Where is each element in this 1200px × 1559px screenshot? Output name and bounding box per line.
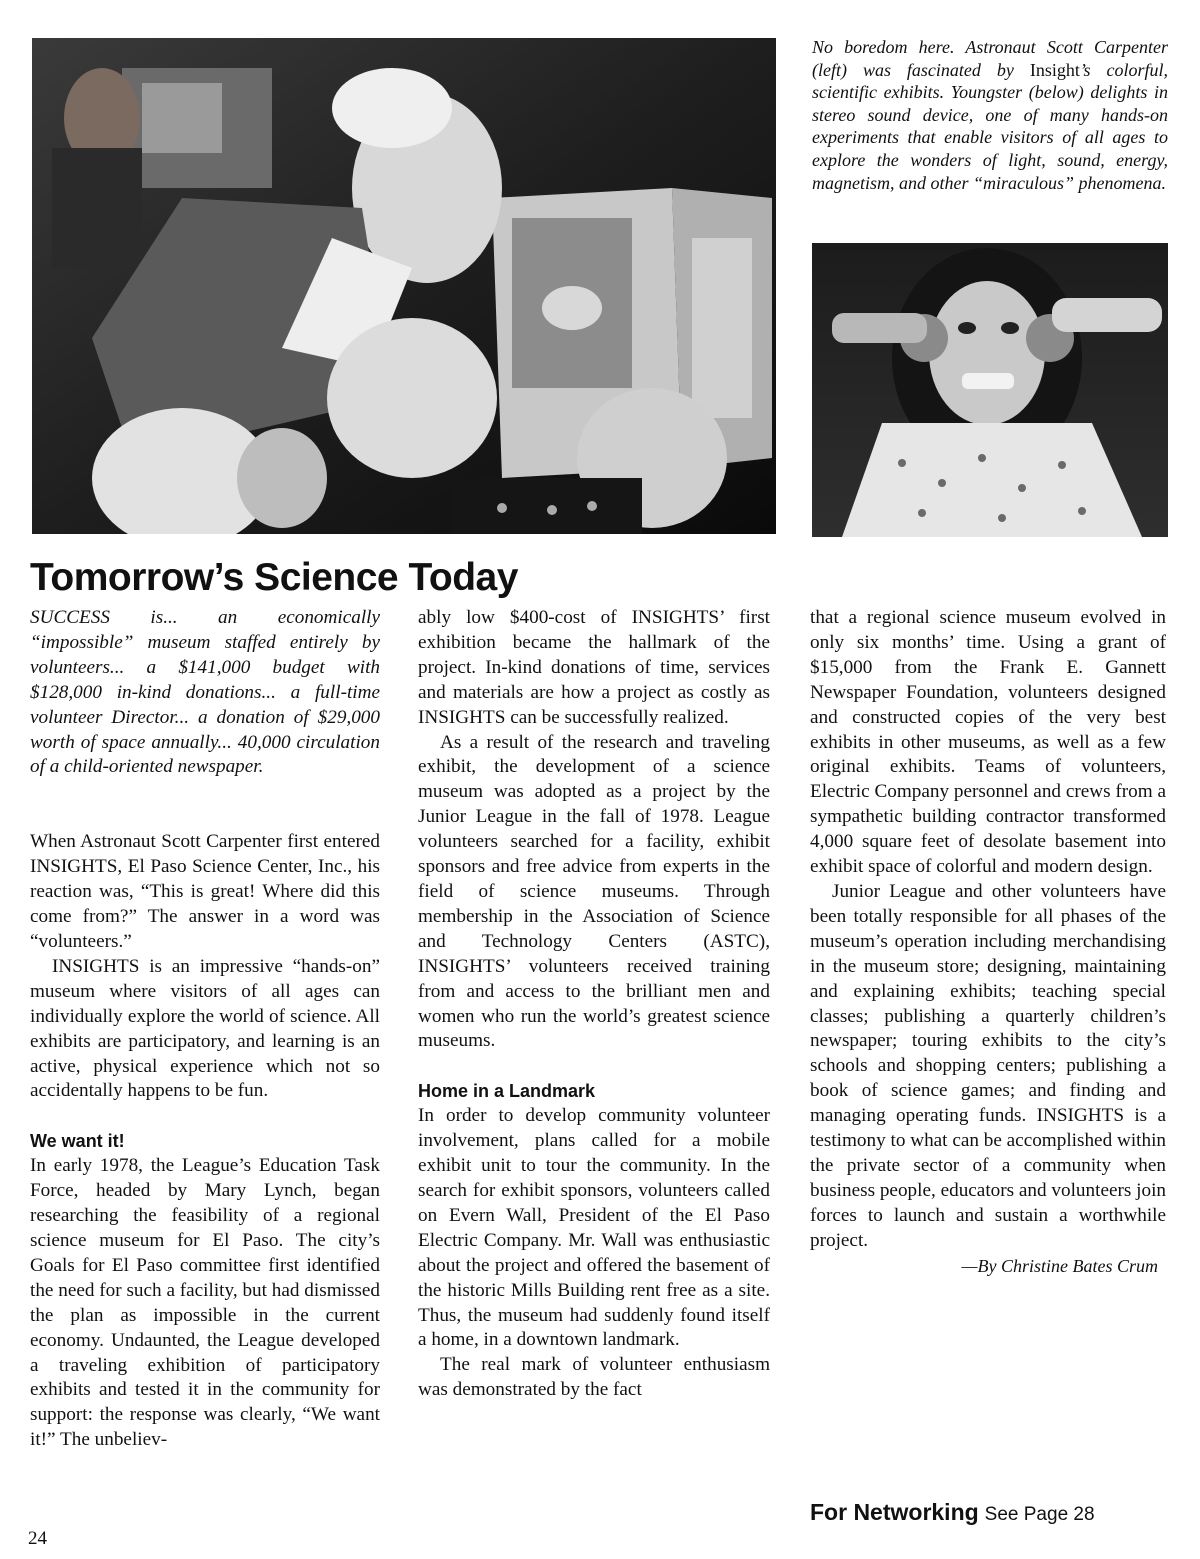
body-paragraph: The real mark of volunteer enthusiasm was demonstrated by the fact (418, 1354, 770, 1401)
photo-girl-headphones (812, 243, 1168, 537)
body-paragraph: In early 1978, the League’s Education Task Force, headed by Mary Lynch, began researching the feasibility of a regional science museum for El Paso. The city’s Goals for El Paso committee first identified the need for such a facility, but had dismissed the plan as impossible in the current economy. Undaunted, the League developed a traveling exhibition of participatory exhibits and tested it in the community for support: the response was clearly, “We want it!” The unbeliev- (30, 1155, 380, 1451)
body-paragraph: As a result of the research and traveling exhibit, the development of a science museum was adopted as a project by the Junior League in the fall of 1978. League volunteers searched for a facility, exhibit sponsors and free advice from experts in the field of science museums. Through membership in the Association of Science and Technology Centers (ASTC), INSIGHTS’ volunteers received training from and access to the brilliant men and women who run the world’s greatest science museums. (418, 731, 770, 1052)
networking-reference (810, 1499, 1095, 1526)
networking-page-ref: See Page 28 (984, 1504, 1095, 1525)
article-column-1 (30, 606, 380, 1453)
body-paragraph: that a regional science museum evolved in only six months’ time. Using a grant of $15,000 from the Frank E. Gannett Newspaper Foundation, volunteers designed and constructed copies of the very best exhibits in other museums, as well as a few original exhibits. Teams of volunteers, Electric Company personnel and crews from a sympathetic building contractor transformed 4,000 square feet of desolate basement into exhibit space of colorful and modern design. (810, 607, 1166, 878)
page-number: 24 (28, 1528, 47, 1549)
photo-astronaut-exhibit (32, 38, 776, 534)
article-column-3 (810, 606, 1166, 1278)
article-column-2 (418, 606, 770, 1403)
caption-publication-name: Insight (1029, 59, 1080, 80)
photo-caption (812, 36, 1168, 194)
subhead-home-in-a-landmark: Home in a Landmark (418, 1081, 596, 1102)
caption-part1: No boredom here. Astronaut Scott Carpenter (left) was fascinated by (812, 37, 1168, 80)
caption-part2: ’s colorful, scientific exhibits. Youngster (below) delights in stereo sound device, one of many hands-on experiments that enable visitors of all ages to explore the wonders of light, sound, energy, magnetism, and other “miraculous” phenomena. (812, 59, 1169, 193)
lead-paragraph: SUCCESS is... an economically “impossible” museum staffed entirely by volunteers... a $141,000 budget with $128,000 in-kind donations... a full-time volunteer Director... a donation of $29,000 worth of space annually... 40,000 circulation of a child-oriented newspaper. (30, 607, 380, 778)
networking-label: For Networking (810, 1499, 979, 1525)
body-paragraph: INSIGHTS is an impressive “hands-on” museum where visitors of all ages can individually explore the world of science. All exhibits are participatory, and learning is an active, physical experience which not so accidentally happens to be fun. (30, 955, 380, 1102)
article-headline: Tomorrow’s Science Today (30, 556, 518, 599)
body-paragraph: When Astronaut Scott Carpenter first entered INSIGHTS, El Paso Science Center, Inc., his reaction was, “This is great! Where did this come from?” The answer in a word was “volunteers.” (30, 831, 380, 952)
body-paragraph: Junior League and other volunteers have been totally responsible for all phases of the museum’s operation including merchandising in the museum store; designing, maintaining and explaining exhibits; teaching special classes; publishing a quarterly children’s newspaper; touring exhibits to the city’s schools and shopping centers; publishing a book of science games; and finding and managing operating funds. INSIGHTS is a testimony to what can be accomplished within the private sector of a community when business people, educators and volunteers join forces to launch and sustain a worthwhile project. (810, 880, 1166, 1251)
author-byline: —By Christine Bates Crum (961, 1255, 1158, 1276)
body-paragraph: ably low $400-cost of INSIGHTS’ first exhibition became the hallmark of the project. In-kind donations of time, services and materials are how a project as costly as INSIGHTS can be successfully realized. (418, 607, 770, 728)
subhead-we-want-it: We want it! (30, 1131, 125, 1152)
body-paragraph: In order to develop community volunteer involvement, plans called for a mobile exhibit unit to tour the community. In the search for exhibit sponsors, volunteers called on Evern Wall, President of the El Paso Electric Company. Mr. Wall was enthusiastic about the project and offered the basement of the historic Mills Building rent free as a site. Thus, the museum had suddenly found itself a home, in a downtown landmark. (418, 1105, 770, 1351)
